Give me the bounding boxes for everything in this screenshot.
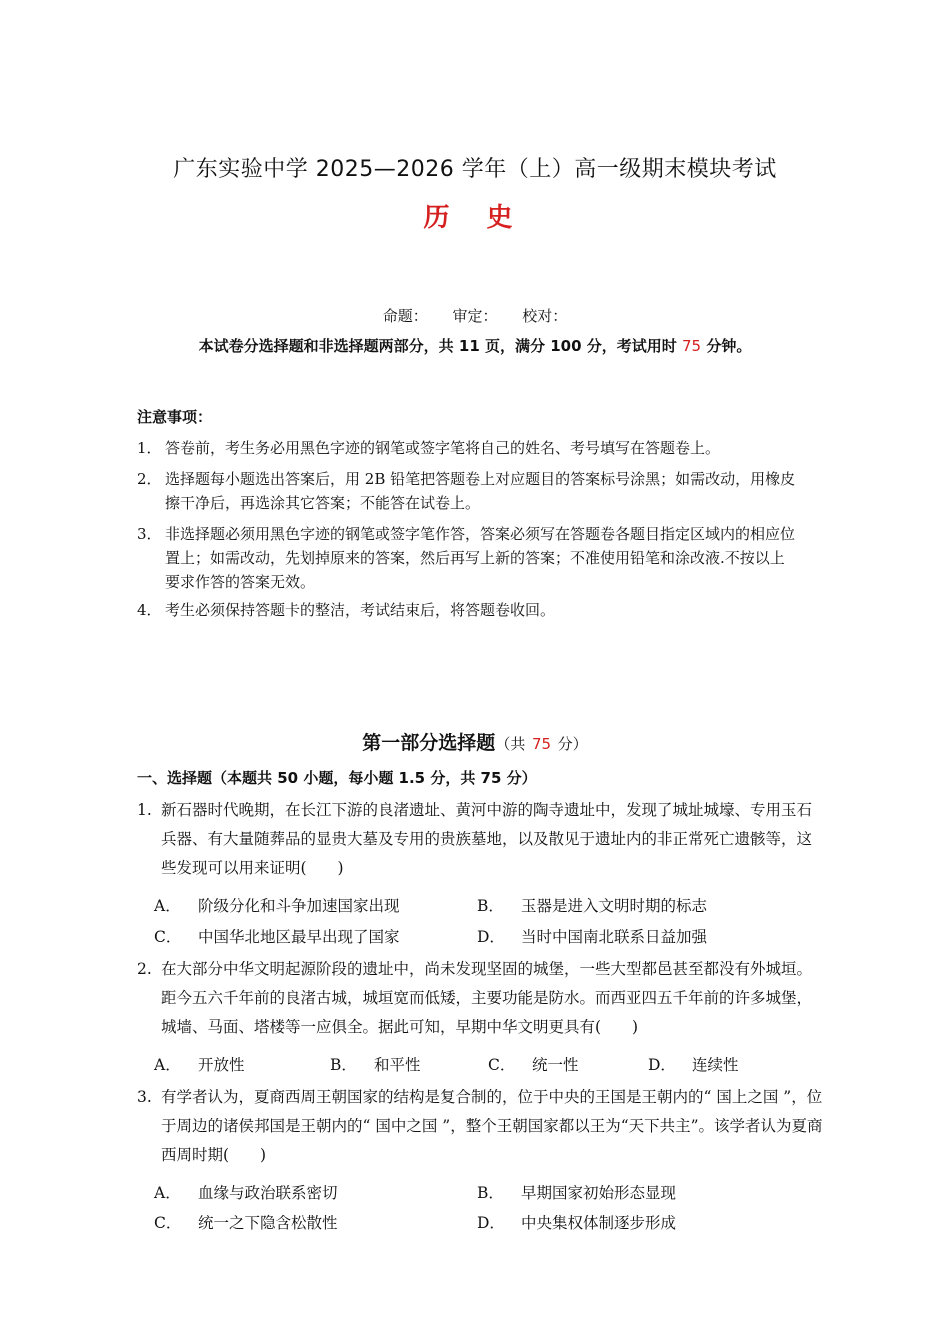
option-a[interactable]: [154, 1181, 338, 1203]
option-d[interactable]: [477, 1211, 676, 1233]
option-text: 中央集权体制逐步形成: [521, 1214, 677, 1232]
exam-title: 广东实验中学 2025—2026 学年（上）高一级期末模块考试: [173, 157, 777, 182]
credit-proposer: 命题：: [382, 307, 428, 325]
option-letter: D．: [648, 1056, 676, 1074]
option-a[interactable]: [154, 894, 400, 916]
option-c[interactable]: [154, 1211, 338, 1233]
option-letter: A．: [154, 1184, 181, 1202]
option-letter: C．: [488, 1056, 516, 1074]
question-text: 在大部分中华文明起源阶段的遗址中，尚未发现坚固的城堡，一些大型都邑甚至都没有外城垣。距今五六千年前的良渚古城，城垣宽而低矮，主要功能是防水。而西亚四五千年前的许多城堡，城墙、马面、塔楼等一应俱全。据此可知，早期中华文明更具有( ): [161, 960, 813, 1036]
intro-after: 分钟。: [706, 337, 752, 355]
option-letter: A．: [154, 897, 181, 915]
notice-number: 4．: [137, 601, 162, 619]
notice-item: [137, 522, 797, 594]
part-title-text: 第一部分选择题: [362, 732, 496, 754]
notice-text: 选择题每小题选出答案后，用 2B 铅笔把答题卷上对应题目的答案标号涂黑；如需改动，用橡皮擦干净后，再选涂其它答案；不能答在试卷上。: [165, 470, 796, 512]
question-3: [137, 1083, 827, 1170]
exam-intro: [0, 335, 950, 356]
option-a[interactable]: [154, 1053, 245, 1075]
option-text: 统一性: [532, 1056, 579, 1074]
notice-item: [137, 598, 797, 622]
option-text: 当时中国南北联系日益加强: [521, 928, 708, 946]
option-text: 血缘与政治联系密切: [198, 1184, 338, 1202]
section-heading: 一、选择题（本题共 50 小题，每小题 1.5 分，共 75 分）: [137, 769, 537, 787]
option-c[interactable]: [154, 925, 400, 947]
notice-text: 答卷前，考生务必用黑色字迹的钢笔或签字笔将自己的姓名、考号填写在答题卷上。: [165, 439, 721, 457]
option-text: 开放性: [198, 1056, 245, 1074]
notice-number: 3．: [137, 525, 162, 543]
option-letter: C．: [154, 1214, 182, 1232]
option-letter: B．: [330, 1056, 357, 1074]
credit-reviewer: 审定：: [452, 307, 498, 325]
notice-item: [137, 436, 797, 460]
option-b[interactable]: [477, 894, 707, 916]
intro-before: 本试卷分选择题和非选择题两部分，共 11 页，满分 100 分，考试用时: [198, 337, 677, 355]
credits-line: [0, 305, 950, 326]
question-number: 1.: [137, 801, 152, 819]
option-letter: C．: [154, 928, 182, 946]
notice-number: 1．: [137, 439, 162, 457]
question-text: 新石器时代晚期，在长江下游的良渚遗址、黄河中游的陶寺遗址中，发现了城址城壕、专用玉石兵器、有大量随葬品的显贵大墓及专用的贵族墓地，以及散见于遗址内的非正常死亡遗骸等，这些发现可以用来证明( ): [161, 801, 813, 877]
question-text: 有学者认为，夏商西周王朝国家的结构是复合制的，位于中央的王国是王朝内的“ 国上之国 ”，位于周边的诸侯邦国是王朝内的“ 国中之国 ”，整个王朝国家都以王为“天下共主”。该学者认为夏商西周时期( ): [161, 1088, 823, 1164]
option-letter: D．: [477, 1214, 505, 1232]
notice-text: 考生必须保持答题卡的整洁，考试结束后，将答题卷收回。: [165, 601, 556, 619]
question-1: [137, 796, 827, 883]
option-text: 早期国家初始形态显现: [521, 1184, 677, 1202]
option-letter: A．: [154, 1056, 181, 1074]
option-d[interactable]: [648, 1053, 739, 1075]
option-d[interactable]: [477, 925, 707, 947]
part-score: 75: [531, 735, 552, 753]
option-b[interactable]: [477, 1181, 676, 1203]
question-number: 3.: [137, 1088, 152, 1106]
option-text: 阶级分化和斗争加速国家出现: [198, 897, 400, 915]
intro-minutes: 75: [681, 337, 702, 355]
notice-heading: 注意事项：: [137, 408, 213, 426]
option-letter: D．: [477, 928, 505, 946]
option-text: 统一之下隐含松散性: [198, 1214, 338, 1232]
option-letter: B．: [477, 897, 504, 915]
question-2: [137, 955, 827, 1042]
notice-text: 非选择题必须用黑色字迹的钢笔或签字笔作答，答案必须写在答题卷各题目指定区域内的相应位置上；如需改动，先划掉原来的答案，然后再写上新的答案；不准使用铅笔和涂改液.不按以上要求作答的答案无效。: [165, 525, 796, 591]
option-text: 连续性: [692, 1056, 739, 1074]
part-score-before: （共: [495, 735, 526, 753]
notice-item: [137, 467, 797, 515]
option-text: 和平性: [374, 1056, 421, 1074]
notice-number: 2．: [137, 470, 162, 488]
credit-proofreader: 校对：: [522, 307, 568, 325]
question-number: 2.: [137, 960, 152, 978]
option-b[interactable]: [330, 1053, 421, 1075]
option-text: 玉器是进入文明时期的标志: [521, 897, 708, 915]
option-text: 中国华北地区最早出现了国家: [198, 928, 400, 946]
option-c[interactable]: [488, 1053, 579, 1075]
part-score-after: 分）: [557, 735, 588, 753]
option-letter: B．: [477, 1184, 504, 1202]
subject-title: 历 史: [423, 203, 527, 233]
part-title: [0, 728, 950, 755]
